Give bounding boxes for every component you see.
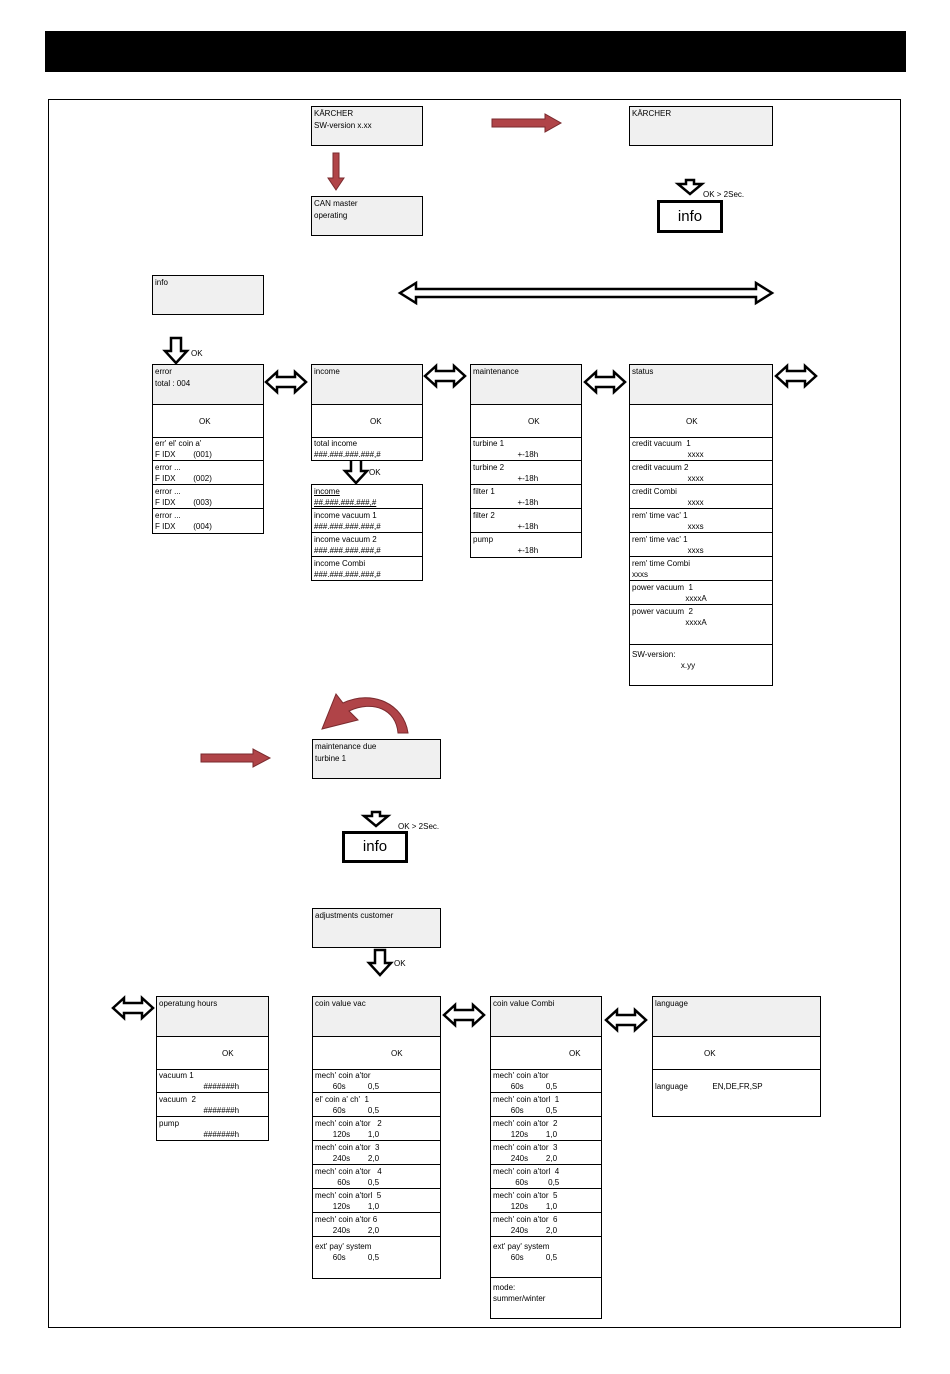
list-item: total income ###.###.###.###,# xyxy=(314,439,381,459)
list-item: error ... F IDX (004) xyxy=(155,511,212,531)
menu-error xyxy=(152,364,264,534)
menu-coin-value-combi xyxy=(490,996,602,1319)
ok-label: OK xyxy=(199,417,211,426)
list-item: mech' coin a'torl 1 60s 0,5 xyxy=(491,1093,601,1117)
ok-label: OK xyxy=(370,417,382,426)
ok-label: OK xyxy=(704,1049,716,1058)
list-item: vacuum 2 #######h xyxy=(157,1093,268,1117)
list-item: rem' time Combi xxxs xyxy=(630,557,772,581)
menu-title: operatung hours xyxy=(159,999,218,1008)
menu-title: maintenance xyxy=(473,367,519,376)
list-item: credit vacuum 2 xxxx xyxy=(630,461,772,485)
list-item: filter 1 +-18h xyxy=(471,485,581,509)
list-item: mech' coin a'tor 2 120s 1,0 xyxy=(313,1117,440,1141)
list-item: turbine 1 +-18h xyxy=(471,437,581,461)
screen-maintenance-due xyxy=(312,739,441,779)
menu-coin-value-vac xyxy=(312,996,441,1279)
screen-adjustments-customer xyxy=(312,908,441,948)
list-item: mech' coin a'tor 5 120s 1,0 xyxy=(491,1189,601,1213)
ok-hold-label: OK > 2Sec. xyxy=(398,822,440,831)
ok-zone xyxy=(157,1037,268,1070)
screen-line: turbine 1 xyxy=(315,754,347,763)
screen-line: SW-version x.xx xyxy=(314,121,372,130)
screen-line: KÄRCHER xyxy=(632,109,672,118)
ok-label: OK xyxy=(569,1049,581,1058)
screen-karcher xyxy=(629,106,773,146)
red-curved-arrow xyxy=(322,694,408,733)
list-item: mech' coin a'tor 60s 0,5 xyxy=(491,1069,601,1093)
list-item: SW-version: x.yy xyxy=(632,650,696,670)
menu-head xyxy=(153,365,263,405)
list-item: mech' coin a'tor 60s 0,5 xyxy=(313,1069,440,1093)
menu-head xyxy=(313,997,440,1037)
list-item: language EN,DE,FR,SP xyxy=(655,1082,763,1091)
list-item: credit vacuum 1 xxxx xyxy=(630,437,772,461)
list-item: ext' pay' system 60s 0,5 xyxy=(315,1242,380,1262)
ok-zone xyxy=(653,1037,820,1070)
red-arrow-right-mid xyxy=(201,749,270,767)
menu-income-detail xyxy=(311,484,423,581)
list-item: income vacuum 1 ###.###.###.###,# xyxy=(312,509,422,533)
ok-zone xyxy=(313,1037,440,1070)
ok-label: OK xyxy=(686,417,698,426)
menu-title: coin value vac xyxy=(315,999,366,1008)
list-item: mech' coin a'torl 5 120s 1,0 xyxy=(313,1189,440,1213)
menu-status xyxy=(629,364,773,686)
red-arrow-down xyxy=(328,153,344,190)
ok-label: OK xyxy=(369,468,381,477)
list-item: mech' coin a'tor 4 60s 0,5 xyxy=(313,1165,440,1189)
screen-can-master xyxy=(311,196,423,236)
long-double-arrow xyxy=(400,283,772,303)
list-item: mech' coin a'tor 2 120s 1,0 xyxy=(491,1117,601,1141)
list-item: pump +-18h xyxy=(473,535,539,555)
list-item: filter 2 +-18h xyxy=(471,509,581,533)
list-item: income ##.###.###.###,# xyxy=(312,485,422,509)
ok-label: OK xyxy=(528,417,540,426)
menu-head xyxy=(630,365,772,405)
list-item: err' el' coin a' F IDX (001) xyxy=(153,437,263,461)
screen-line: info xyxy=(155,278,168,287)
ok-zone xyxy=(471,405,581,438)
menu-title: error xyxy=(155,367,172,376)
ok-zone xyxy=(312,405,422,438)
list-item: vacuum 1 #######h xyxy=(157,1069,268,1093)
screen-line: CAN master xyxy=(314,199,358,208)
list-item: el' coin a' ch' 1 60s 0,5 xyxy=(313,1093,440,1117)
list-item: income vacuum 2 ###.###.###.###,# xyxy=(312,533,422,557)
ok-label: OK xyxy=(391,1049,403,1058)
list-item: mech' coin a'tor 6 240s 2,0 xyxy=(313,1213,440,1237)
ok-zone xyxy=(630,405,772,438)
list-item: mode: summer/winter xyxy=(493,1283,546,1303)
menu-language xyxy=(652,996,821,1117)
ok-label: OK xyxy=(394,959,406,968)
list-item: power vacuum 2 xxxxA xyxy=(630,605,772,645)
ok-zone xyxy=(491,1037,601,1070)
screen-info xyxy=(152,275,264,315)
list-item: power vacuum 1 xxxxA xyxy=(630,581,772,605)
red-arrow-right-top xyxy=(492,114,561,132)
menu-head xyxy=(312,365,422,405)
ok-hold-label: OK > 2Sec. xyxy=(703,190,745,199)
menu-title: coin value Combi xyxy=(493,999,555,1008)
menu-head xyxy=(653,997,820,1037)
menu-head xyxy=(491,997,601,1037)
list-item: mech' coin a'tor 3 240s 2,0 xyxy=(313,1141,440,1165)
menu-maintenance xyxy=(470,364,582,558)
menu-title: status xyxy=(632,367,654,376)
list-item: error ... F IDX (003) xyxy=(153,485,263,509)
ok-label: OK xyxy=(191,349,203,358)
list-item: mech' coin a'tor 3 240s 2,0 xyxy=(491,1141,601,1165)
screen-karcher-sw xyxy=(311,106,423,146)
menu-income xyxy=(311,364,423,461)
screen-line: operating xyxy=(314,211,348,220)
menu-title: income xyxy=(314,367,340,376)
list-item: mech' coin a'torl 4 60s 0,5 xyxy=(491,1165,601,1189)
screen-line: KÄRCHER xyxy=(314,109,354,118)
list-item: mech' coin a'tor 6 240s 2,0 xyxy=(491,1213,601,1237)
ok-label: OK xyxy=(222,1049,234,1058)
list-item: credit Combi xxxx xyxy=(630,485,772,509)
menu-head xyxy=(157,997,268,1037)
list-item: rem' time vac' 1 xxxs xyxy=(630,533,772,557)
list-item: error ... F IDX (002) xyxy=(153,461,263,485)
menu-subtitle: total : 004 xyxy=(155,379,191,388)
screen-line: adjustments customer xyxy=(315,911,394,920)
list-item: ext' pay' system 60s 0,5 xyxy=(491,1237,601,1278)
menu-title: language xyxy=(655,999,688,1008)
menu-head xyxy=(471,365,581,405)
info-button[interactable]: info xyxy=(657,200,723,233)
list-item: pump #######h xyxy=(159,1119,240,1139)
menu-operating-hours xyxy=(156,996,269,1141)
list-item: income Combi ###.###.###.###,# xyxy=(314,559,381,579)
screen-line: maintenance due xyxy=(315,742,377,751)
list-item: turbine 2 +-18h xyxy=(471,461,581,485)
info-button-2[interactable]: info xyxy=(342,831,408,863)
list-item: rem' time vac' 1 xxxs xyxy=(630,509,772,533)
